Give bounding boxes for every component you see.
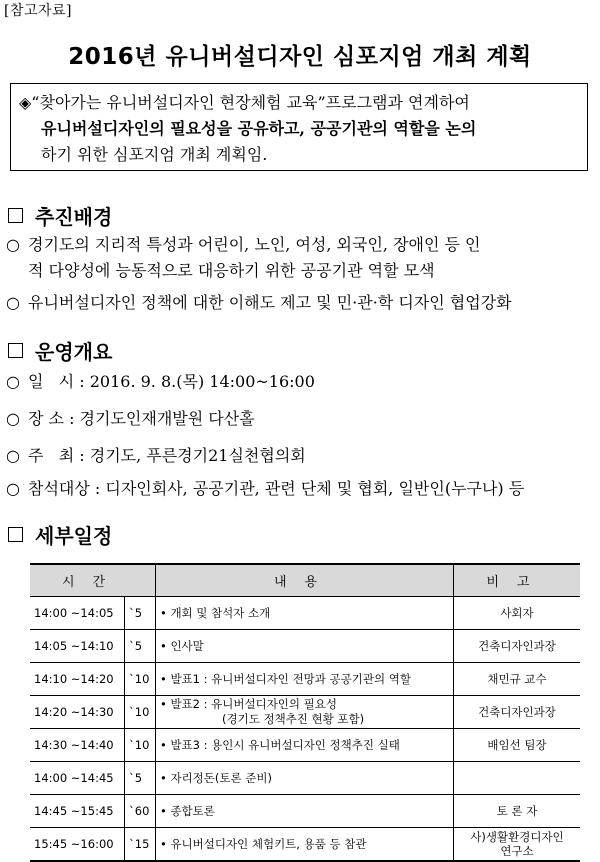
- table-row: [30, 696, 580, 729]
- summary-box: [10, 83, 588, 171]
- table-row: [30, 828, 580, 862]
- overview-item-attendees: [6, 476, 524, 502]
- note-cell: [454, 828, 581, 862]
- note-text: 사)생활환경디자인: [470, 830, 564, 844]
- table-row: [30, 663, 580, 696]
- circle-bullet-icon: ○: [6, 446, 20, 465]
- duration-cell: `5: [125, 762, 156, 795]
- duration-cell: `60: [125, 795, 156, 828]
- circle-bullet-icon: ○: [6, 372, 20, 391]
- duration-cell: `10: [125, 696, 156, 729]
- note-cell: 채민규 교수: [454, 663, 581, 696]
- content-subtext: (경기도 정책추진 현황 포함): [222, 712, 365, 726]
- overview-item-host: [6, 443, 306, 469]
- background-item-2: [6, 290, 512, 316]
- note-cell: 건축디자인과장: [454, 696, 581, 729]
- content-cell: • 종합토론: [156, 795, 454, 828]
- circle-bullet-icon: ○: [6, 479, 20, 498]
- checkbox-square-icon: [8, 343, 23, 358]
- column-header-note: 비고: [454, 564, 581, 597]
- time-cell: 14:00 ~14:45: [30, 762, 125, 795]
- reference-tag: [참고자료]: [4, 3, 73, 19]
- time-cell: 14:20 ~14:30: [30, 696, 125, 729]
- time-cell: 14:00 ~14:05: [30, 597, 125, 630]
- table-row: [30, 729, 580, 762]
- section-heading-text: 추진배경: [35, 205, 113, 229]
- schedule-table: [30, 563, 580, 862]
- note-cell: 토 론 자: [454, 795, 581, 828]
- item-text: 주 최 : 경기도, 푸른경기21실천협의회: [28, 446, 306, 465]
- content-cell: • 발표1 : 유니버설디자인 전망과 공공기관의 역할: [156, 663, 454, 696]
- table-row: [30, 762, 580, 795]
- circle-bullet-icon: ○: [6, 293, 20, 312]
- section-heading-background: [8, 201, 112, 230]
- summary-line-3: 하기 위한 심포지엄 개최 계획임.: [41, 145, 268, 164]
- item-text: 유니버설디자인 정책에 대한 이해도 제고 및 민·관·학 디자인 협업강화: [28, 293, 512, 312]
- table-row: [30, 795, 580, 828]
- section-heading-text: 운영개요: [35, 340, 113, 364]
- duration-cell: `5: [125, 597, 156, 630]
- time-cell: 14:30 ~14:40: [30, 729, 125, 762]
- item-text: 참석대상 : 디자인회사, 공공기관, 관련 단체 및 협회, 일반인(누구나) 등: [28, 479, 525, 498]
- summary-line-1: ◈“찾아가는 유니버설디자인 현장체험 교육”프로그램과 연계하여: [19, 93, 470, 112]
- time-cell: 14:05 ~14:10: [30, 630, 125, 663]
- overview-item-place: [6, 406, 255, 432]
- content-cell: • 발표3 : 용인시 유니버설디자인 정책추진 실태: [156, 729, 454, 762]
- content-cell: • 인사말: [156, 630, 454, 663]
- content-text: • 발표2 : 유니버설디자인의 필요성: [160, 697, 338, 711]
- item-text: 장 소 : 경기도인재개발원 다산홀: [28, 409, 255, 428]
- duration-cell: `5: [125, 630, 156, 663]
- duration-cell: `15: [125, 828, 156, 862]
- column-header-time: 시간: [30, 564, 156, 597]
- duration-cell: `10: [125, 729, 156, 762]
- circle-bullet-icon: ○: [6, 235, 20, 254]
- section-heading-overview: [8, 336, 112, 365]
- item-text-continued: 적 다양성에 능동적으로 대응하기 위한 공공기관 역할 모색: [28, 261, 435, 280]
- content-cell: • 개회 및 참석자 소개: [156, 597, 454, 630]
- time-cell: 14:10 ~14:20: [30, 663, 125, 696]
- overview-item-date: [6, 369, 315, 395]
- item-text: 경기도의 지리적 특성과 어린이, 노인, 여성, 외국인, 장애인 등 인: [28, 235, 481, 254]
- section-heading-schedule: [8, 520, 112, 549]
- note-cell: [454, 762, 581, 795]
- summary-line-2: 유니버설디자인의 필요성을 공유하고, 공공기관의 역할을 논의: [41, 119, 477, 138]
- page-title: 2016년 유니버설디자인 심포지엄 개최 계획: [68, 44, 532, 70]
- time-cell: 14:45 ~15:45: [30, 795, 125, 828]
- content-cell: • 자리정돈(토론 준비): [156, 762, 454, 795]
- item-text: 일 시 : 2016. 9. 8.(목) 14:00~16:00: [28, 372, 315, 391]
- background-item-1: [6, 232, 481, 284]
- duration-cell: `10: [125, 663, 156, 696]
- content-cell: • 유니버설디자인 체험키트, 용품 등 참관: [156, 828, 454, 862]
- note-cell: 배임선 팀장: [454, 729, 581, 762]
- note-text-continued: 연구소: [500, 844, 534, 858]
- table-row: [30, 630, 580, 663]
- note-cell: 건축디자인과장: [454, 630, 581, 663]
- column-header-content: 내용: [156, 564, 454, 597]
- table-row: [30, 597, 580, 630]
- note-cell: 사회자: [454, 597, 581, 630]
- checkbox-square-icon: [8, 527, 23, 542]
- content-cell: [156, 696, 454, 729]
- schedule-header-row: [30, 564, 580, 597]
- section-heading-text: 세부일정: [35, 524, 113, 548]
- time-cell: 15:45 ~16:00: [30, 828, 125, 862]
- checkbox-square-icon: [8, 208, 23, 223]
- circle-bullet-icon: ○: [6, 409, 20, 428]
